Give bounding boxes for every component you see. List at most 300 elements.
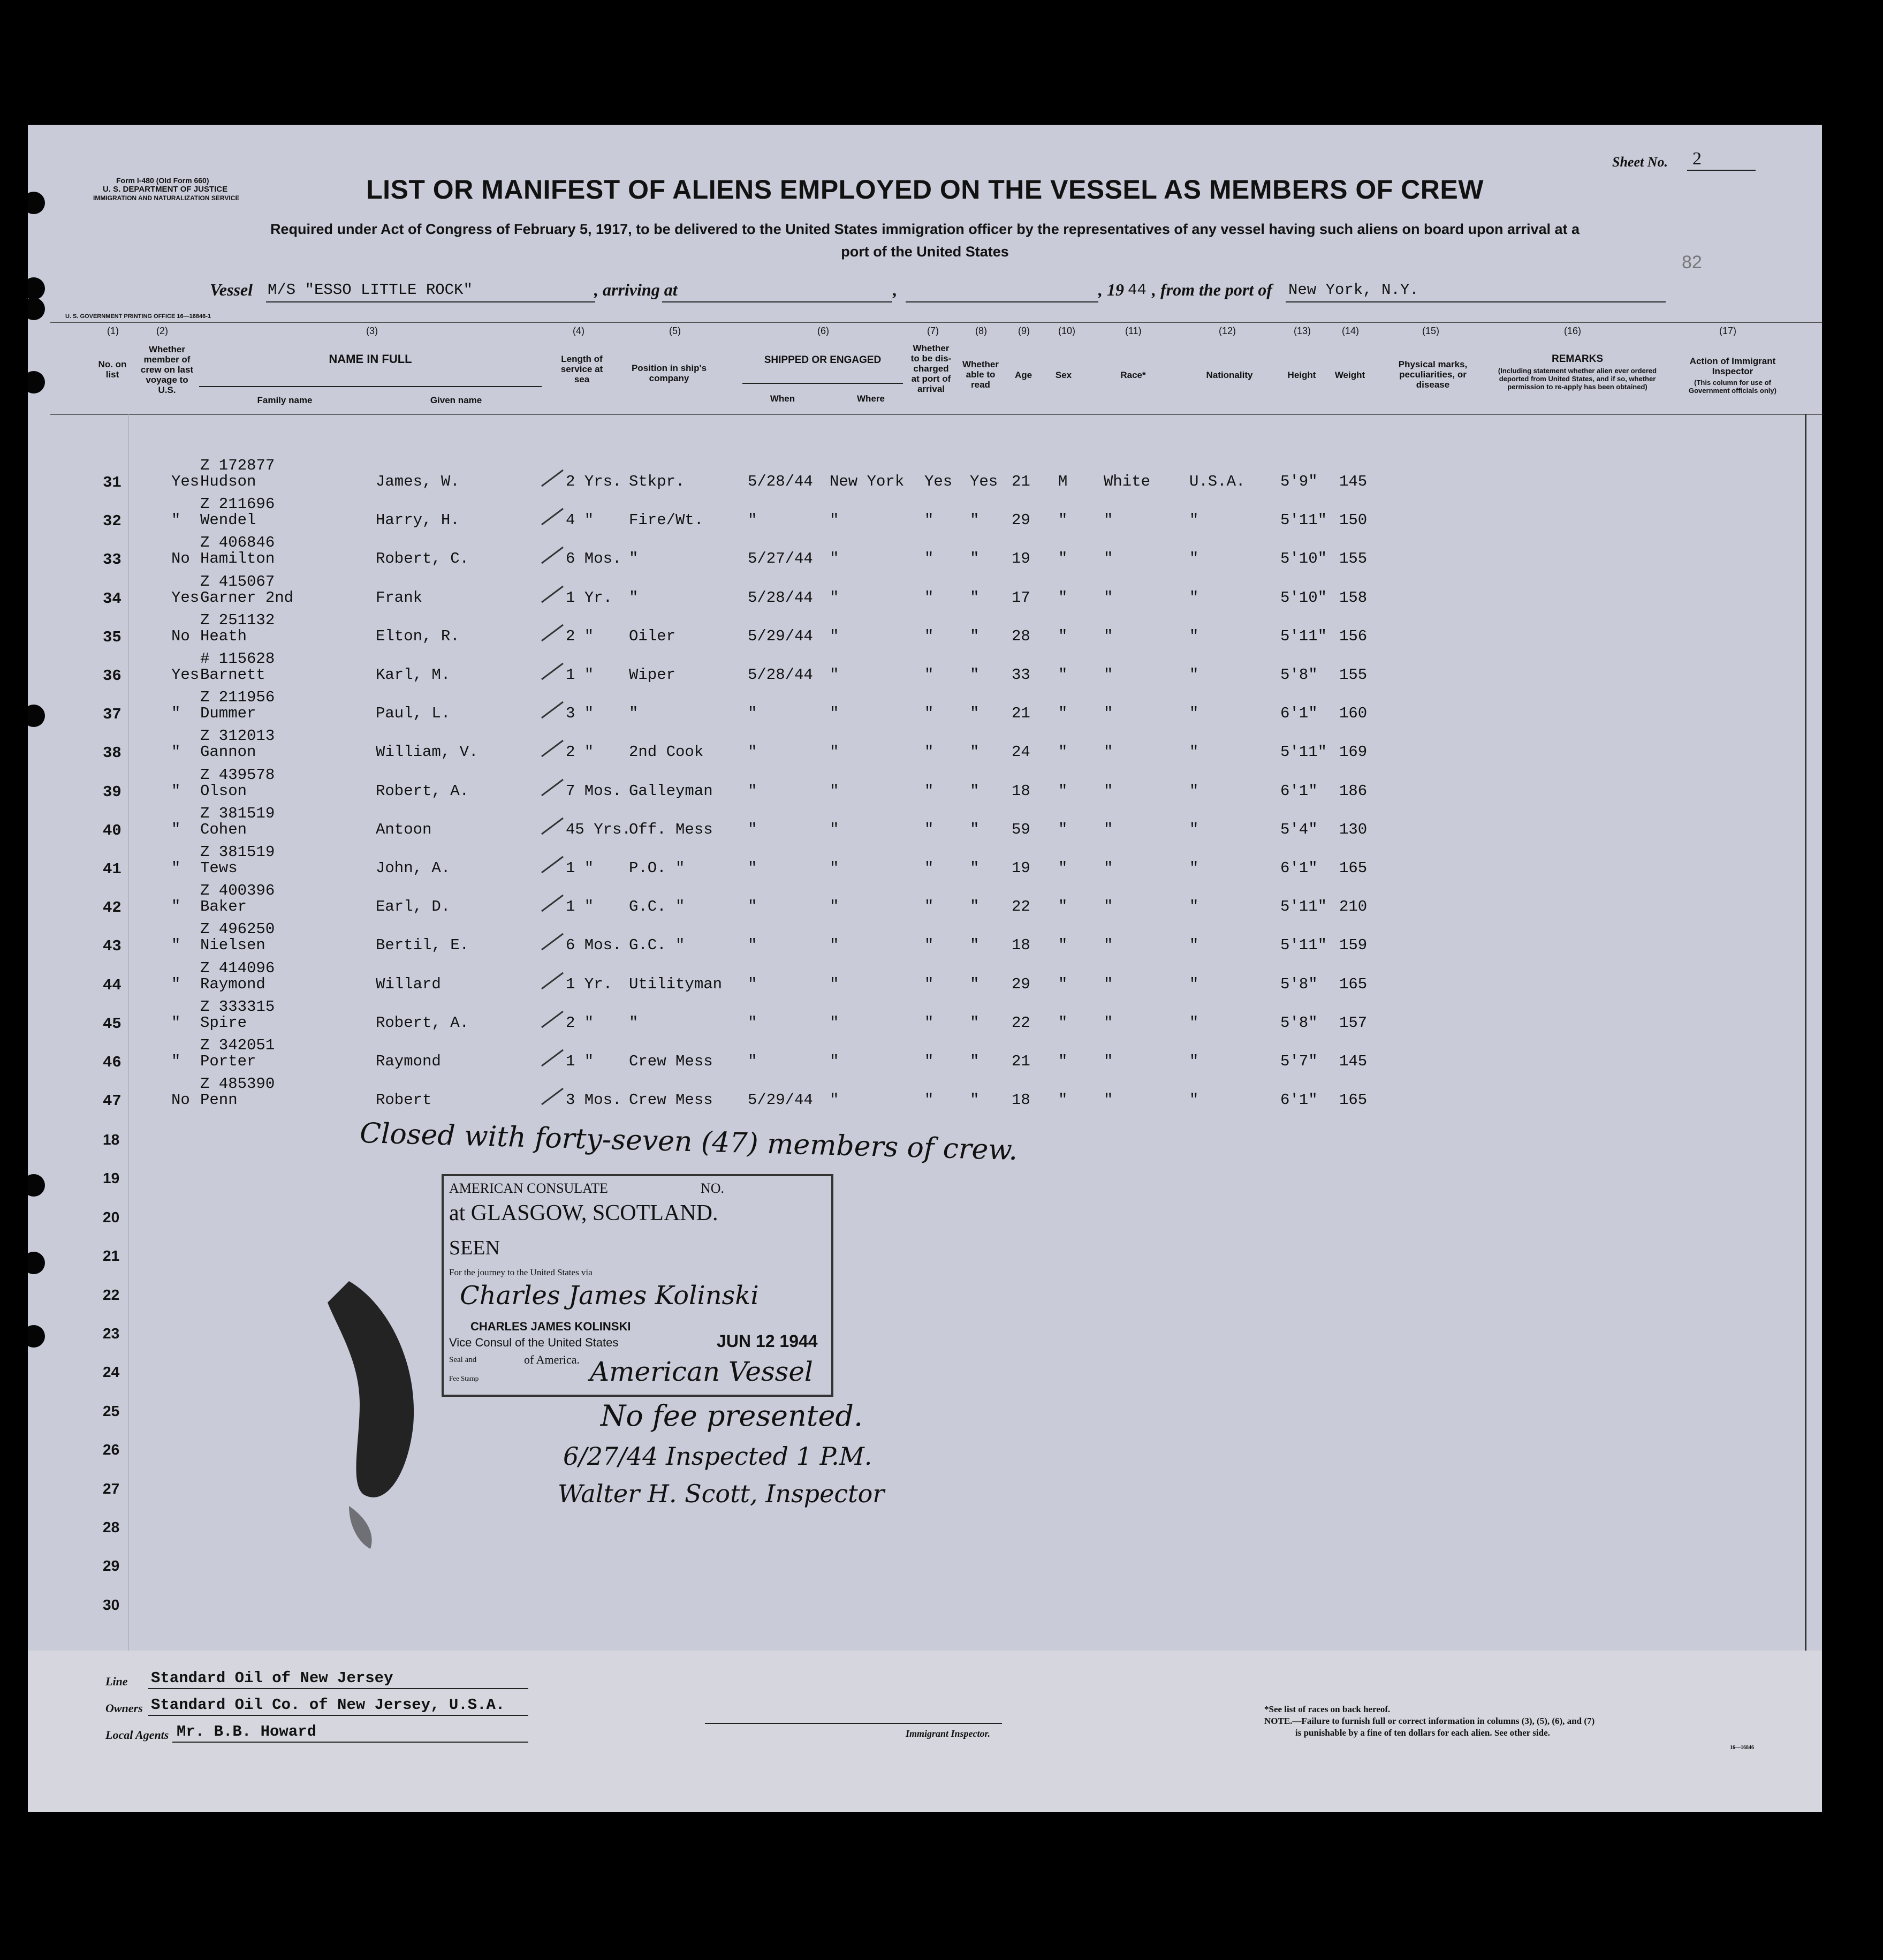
closed-annotation: Closed with forty-seven (47) members of crew. <box>359 1117 1019 1167</box>
shipped-when: 5/28/44 <box>748 473 813 490</box>
form-id: Form I-480 (Old Form 660) <box>116 176 209 185</box>
able-to-read: " <box>970 898 980 916</box>
length-of-service: 1 " <box>566 898 594 916</box>
height: 5'10" <box>1280 588 1327 607</box>
punch-hole <box>28 1174 45 1197</box>
family-name: Porter <box>200 1053 256 1070</box>
position: G.C. " <box>629 936 685 955</box>
weight: 165 <box>1339 975 1368 993</box>
to-be-discharged: " <box>924 975 934 993</box>
family-name: Garner 2nd <box>200 588 294 607</box>
family-name: Nielsen <box>200 936 265 955</box>
weight: 159 <box>1339 936 1368 955</box>
length-of-service: 1 " <box>566 1053 594 1070</box>
position: " <box>629 588 639 607</box>
to-be-discharged: " <box>924 511 934 529</box>
col-header-weight: Weight <box>1334 370 1365 380</box>
height: 5'8" <box>1280 1013 1318 1032</box>
row-number: 28 <box>103 1519 120 1535</box>
colnum-5: (5) <box>669 326 681 336</box>
age: 24 <box>1012 743 1030 761</box>
department: U. S. DEPARTMENT OF JUSTICE <box>103 185 228 194</box>
arriving-label: , arriving at <box>594 280 678 299</box>
height: 5'10" <box>1280 550 1327 568</box>
nationality: " <box>1189 588 1199 607</box>
nationality: " <box>1189 743 1199 761</box>
vessel-name: M/S "ESSO LITTLE ROCK" <box>268 281 473 299</box>
colnum-14: (14) <box>1342 326 1360 336</box>
height: 5'11" <box>1280 627 1327 645</box>
position: " <box>629 550 639 568</box>
shipped-when: 5/28/44 <box>748 588 813 607</box>
nationality: " <box>1189 627 1199 645</box>
to-be-discharged: " <box>924 936 934 955</box>
stamp-seen: SEEN <box>449 1237 500 1259</box>
height: 5'8" <box>1280 975 1318 993</box>
no-fee-annotation: No fee presented. <box>601 1399 863 1433</box>
able-to-read: " <box>970 936 980 955</box>
page-mark: 82 <box>1682 252 1702 273</box>
shipped-where: " <box>830 1013 839 1032</box>
row-number: 21 <box>103 1247 120 1265</box>
note-line-2: is punishable by a fine of ten dollars for each alien. See other side. <box>1295 1728 1550 1738</box>
race: " <box>1104 975 1113 993</box>
to-be-discharged: " <box>924 1053 934 1070</box>
col-header-where: Where <box>857 393 885 404</box>
stamp-consulate: AMERICAN CONSULATE <box>449 1180 608 1196</box>
comma: , <box>892 280 897 299</box>
sex: " <box>1058 1053 1068 1070</box>
embossed-seal-mark <box>317 1281 424 1560</box>
shipped-when: 5/29/44 <box>748 1091 813 1109</box>
age: 22 <box>1012 898 1030 916</box>
weight: 145 <box>1339 1053 1368 1070</box>
height: 6'1" <box>1280 705 1318 723</box>
row-number: 25 <box>103 1402 120 1419</box>
family-name: Barnett <box>200 666 265 684</box>
seaman-id: Z 333315 <box>200 997 275 1016</box>
row-number: 32 <box>103 512 122 531</box>
shipped-when: 5/27/44 <box>748 550 813 568</box>
seaman-id: Z 381519 <box>200 843 275 861</box>
immigrant-inspector-label: Immigrant Inspector. <box>906 1728 991 1739</box>
shipped-when: " <box>748 743 757 761</box>
shipped-when: 5/28/44 <box>748 666 813 684</box>
given-name: Earl, D. <box>376 898 451 916</box>
row-number: 47 <box>103 1092 122 1110</box>
height: 5'11" <box>1280 936 1327 955</box>
to-be-discharged: " <box>924 743 934 761</box>
to-be-discharged: " <box>924 627 934 645</box>
weight: 155 <box>1339 666 1368 684</box>
footer-line-value: Standard Oil of New Jersey <box>151 1669 393 1687</box>
sex: " <box>1058 975 1068 993</box>
note-races: *See list of races on back hereof. <box>1264 1704 1391 1714</box>
stamp-no-label: NO. <box>701 1180 725 1196</box>
footer-owners-underline <box>148 1715 528 1716</box>
position: 2nd Cook <box>629 743 704 761</box>
shipped-rule <box>742 383 903 384</box>
length-of-service: 7 Mos. <box>566 782 622 800</box>
age: 18 <box>1012 936 1030 955</box>
able-to-read: " <box>970 743 980 761</box>
row-number: 36 <box>103 667 122 685</box>
age: 19 <box>1012 550 1030 568</box>
col-header-sex: Sex <box>1055 370 1072 380</box>
able-to-read: " <box>970 550 980 568</box>
gpo-line: U. S. GOVERNMENT PRINTING OFFICE 16—16846-1 <box>65 313 211 320</box>
height: 6'1" <box>1280 1091 1318 1109</box>
row-number: 45 <box>103 1015 122 1033</box>
shipped-where: " <box>830 898 839 916</box>
member-last-voyage: No <box>171 627 190 645</box>
race: " <box>1104 627 1113 645</box>
footer-line-label: Line <box>105 1675 128 1688</box>
to-be-discharged: " <box>924 820 934 838</box>
col-header-age: Age <box>1014 370 1032 380</box>
header-rule <box>50 322 1822 323</box>
member-last-voyage: " <box>171 975 181 993</box>
family-name: Hudson <box>200 473 256 490</box>
shipped-when: " <box>748 820 757 838</box>
given-name: Bertil, E. <box>376 936 469 955</box>
seaman-id: Z 342051 <box>200 1036 275 1054</box>
stamp-america: of America. <box>524 1353 580 1366</box>
able-to-read: " <box>970 782 980 800</box>
stamp-title: Vice Consul of the United States <box>449 1336 619 1349</box>
member-last-voyage: Yes <box>171 473 200 490</box>
american-vessel-annotation: American Vessel <box>590 1356 813 1387</box>
able-to-read: " <box>970 511 980 529</box>
shipped-where: " <box>830 1053 839 1070</box>
footer-agents-underline <box>172 1742 528 1743</box>
colnum-1: (1) <box>107 326 119 336</box>
weight: 157 <box>1339 1013 1368 1032</box>
seaman-id: Z 485390 <box>200 1075 275 1093</box>
position: G.C. " <box>629 898 685 916</box>
able-to-read: " <box>970 820 980 838</box>
row-number: 40 <box>103 821 122 839</box>
weight: 169 <box>1339 743 1368 761</box>
colnum-4: (4) <box>573 326 584 336</box>
length-of-service: 1 " <box>566 666 594 684</box>
row-number: 42 <box>103 899 122 917</box>
col-header-when: When <box>770 393 795 404</box>
nationality: " <box>1189 1013 1199 1032</box>
shipped-when: " <box>748 936 757 955</box>
able-to-read: " <box>970 1053 980 1070</box>
able-to-read: " <box>970 1013 980 1032</box>
seaman-id: Z 211696 <box>200 495 275 513</box>
row-number: 34 <box>103 589 122 608</box>
col-header-race: Race* <box>1120 370 1146 380</box>
member-last-voyage: " <box>171 820 181 838</box>
member-last-voyage: " <box>171 898 181 916</box>
height: 5'7" <box>1280 1053 1318 1070</box>
table-row <box>28 794 1822 839</box>
table-row <box>28 755 1822 801</box>
col-header-shipped: SHIPPED OR ENGAGED <box>764 354 882 366</box>
family-name: Olson <box>200 782 247 800</box>
seaman-id: Z 381519 <box>200 804 275 822</box>
age: 18 <box>1012 1091 1030 1109</box>
position: Oiler <box>629 627 676 645</box>
member-last-voyage: No <box>171 1091 190 1109</box>
able-to-read: Yes <box>970 473 998 490</box>
colnum-15: (15) <box>1422 326 1440 336</box>
table-row <box>28 523 1822 569</box>
row-number: 41 <box>103 860 122 878</box>
shipped-where: " <box>830 627 839 645</box>
form-code: 16—16846 <box>1730 1745 1754 1751</box>
page-title: LIST OR MANIFEST OF ALIENS EMPLOYED ON THE VESSEL AS MEMBERS OF CREW <box>366 175 1484 205</box>
shipped-when: " <box>748 1013 757 1032</box>
race: " <box>1104 1053 1113 1070</box>
subtitle-2: port of the United States <box>841 244 1009 260</box>
stamp-glasgow: at GLASGOW, SCOTLAND. <box>449 1201 718 1225</box>
able-to-read: " <box>970 1091 980 1109</box>
position: Wiper <box>629 666 676 684</box>
able-to-read: " <box>970 705 980 723</box>
table-row <box>28 1026 1822 1071</box>
year: 44 <box>1128 281 1146 299</box>
family-name: Spire <box>200 1013 247 1032</box>
row-number: 24 <box>103 1364 120 1381</box>
age: 19 <box>1012 859 1030 877</box>
row-number: 20 <box>103 1208 120 1225</box>
manifest-sheet <box>28 125 1822 1812</box>
age: 29 <box>1012 975 1030 993</box>
col-header-discharged: Whether to be dis-charged at port of arrival <box>910 343 952 394</box>
weight: 160 <box>1339 705 1368 723</box>
given-name: Raymond <box>376 1053 441 1070</box>
member-last-voyage: " <box>171 743 181 761</box>
col-header-position: Position in ship's company <box>631 363 707 383</box>
row-number: 43 <box>103 937 122 956</box>
sex: " <box>1058 588 1068 607</box>
height: 6'1" <box>1280 859 1318 877</box>
family-name: Gannon <box>200 743 256 761</box>
sheet-number: 2 <box>1692 149 1702 169</box>
race: " <box>1104 743 1113 761</box>
shipped-where: " <box>830 782 839 800</box>
table-row <box>28 987 1822 1033</box>
sheet-label: Sheet No. <box>1612 154 1668 170</box>
shipped-when: " <box>748 1053 757 1070</box>
vessel-underline <box>266 301 595 302</box>
table-row <box>28 910 1822 956</box>
sex: " <box>1058 1091 1068 1109</box>
able-to-read: " <box>970 627 980 645</box>
sex: " <box>1058 666 1068 684</box>
footer-line-underline <box>148 1688 528 1689</box>
seaman-id: Z 496250 <box>200 920 275 939</box>
to-be-discharged: " <box>924 859 934 877</box>
punch-hole <box>28 1252 45 1274</box>
footer-agents-label: Local Agents <box>105 1728 169 1742</box>
port-underline <box>1286 301 1666 302</box>
colnum-3: (3) <box>366 326 378 336</box>
height: 5'11" <box>1280 743 1327 761</box>
to-be-discharged: " <box>924 550 934 568</box>
sex: " <box>1058 511 1068 529</box>
given-name: Paul, L. <box>376 705 451 723</box>
col-header-member: Whether member of crew on last voyage to U.S. <box>140 344 194 395</box>
member-last-voyage: " <box>171 859 181 877</box>
seaman-id: Z 400396 <box>200 882 275 900</box>
shipped-where: " <box>830 859 839 877</box>
nationality: " <box>1189 1053 1199 1070</box>
nationality: " <box>1189 782 1199 800</box>
shipped-where: " <box>830 1091 839 1109</box>
footer-owners-label: Owners <box>105 1701 143 1715</box>
length-of-service: 3 Mos. <box>566 1091 622 1109</box>
table-row <box>28 949 1822 994</box>
seaman-id: Z 211956 <box>200 688 275 707</box>
seaman-id: Z 414096 <box>200 959 275 977</box>
shipped-where: " <box>830 705 839 723</box>
weight: 145 <box>1339 473 1368 490</box>
to-be-discharged: " <box>924 898 934 916</box>
date-underline <box>906 301 1098 302</box>
weight: 156 <box>1339 627 1368 645</box>
nationality: " <box>1189 1091 1199 1109</box>
seaman-id: Z 439578 <box>200 766 275 784</box>
given-name: Harry, H. <box>376 511 460 529</box>
col-header-physical: Physical marks, peculiarities, or disease <box>1398 359 1468 390</box>
nationality: U.S.A. <box>1189 473 1246 490</box>
position: Galleyman <box>629 782 713 800</box>
length-of-service: 2 " <box>566 627 594 645</box>
family-name: Wendel <box>200 511 256 529</box>
table-row <box>28 485 1822 531</box>
race: " <box>1104 550 1113 568</box>
row-number: 18 <box>103 1131 120 1148</box>
sex: " <box>1058 705 1068 723</box>
to-be-discharged: " <box>924 1091 934 1109</box>
to-be-discharged: Yes <box>924 473 953 490</box>
position: Stkpr. <box>629 473 685 490</box>
row-number: 22 <box>103 1286 120 1303</box>
length-of-service: 6 Mos. <box>566 936 622 955</box>
position: Fire/Wt. <box>629 511 704 529</box>
given-name: Frank <box>376 588 423 607</box>
shipped-when: " <box>748 859 757 877</box>
table-row <box>28 446 1822 491</box>
able-to-read: " <box>970 859 980 877</box>
table-row <box>28 833 1822 878</box>
given-name: Antoon <box>376 820 432 838</box>
col-header-nationality: Nationality <box>1206 370 1253 380</box>
height: 5'4" <box>1280 820 1318 838</box>
sex: " <box>1058 936 1068 955</box>
nationality: " <box>1189 550 1199 568</box>
header-bottom-rule <box>50 414 1822 415</box>
footer-owners-value: Standard Oil Co. of New Jersey, U.S.A. <box>151 1696 505 1714</box>
row-number: 27 <box>103 1480 120 1497</box>
race: " <box>1104 782 1113 800</box>
shipped-when: " <box>748 782 757 800</box>
age: 59 <box>1012 820 1030 838</box>
punch-hole <box>28 298 45 320</box>
given-name: Robert <box>376 1091 432 1109</box>
nationality: " <box>1189 859 1199 877</box>
length-of-service: 1 Yr. <box>566 588 613 607</box>
colnum-9: (9) <box>1018 326 1030 336</box>
age: 17 <box>1012 588 1030 607</box>
row-number: 39 <box>103 783 122 801</box>
row-number: 37 <box>103 706 122 724</box>
sex: " <box>1058 550 1068 568</box>
seaman-id: Z 251132 <box>200 611 275 629</box>
table-row <box>28 601 1822 646</box>
colnum-17: (17) <box>1719 326 1737 336</box>
able-to-read: " <box>970 666 980 684</box>
sex: " <box>1058 820 1068 838</box>
row-number: 38 <box>103 744 122 762</box>
race: " <box>1104 705 1113 723</box>
row-number: 29 <box>103 1557 120 1575</box>
col-header-no: No. on list <box>98 359 127 380</box>
nationality: " <box>1189 898 1199 916</box>
col-header-family: Family name <box>257 395 313 405</box>
to-be-discharged: " <box>924 782 934 800</box>
sex: " <box>1058 898 1068 916</box>
col-header-name: NAME IN FULL <box>329 352 412 366</box>
colnum-7: (7) <box>927 326 939 336</box>
port: New York, N.Y. <box>1288 281 1419 299</box>
race: " <box>1104 859 1113 877</box>
given-name: Elton, R. <box>376 627 460 645</box>
member-last-voyage: " <box>171 511 181 529</box>
able-to-read: " <box>970 975 980 993</box>
col-header-remarks-sub: (Including statement whether alien ever ordered deported from United States, and if so, whether permission to re-apply has been obtained) <box>1498 367 1657 391</box>
shipped-where: " <box>830 743 839 761</box>
member-last-voyage: " <box>171 936 181 955</box>
position: Off. Mess <box>629 820 713 838</box>
row-number: 30 <box>103 1596 120 1613</box>
shipped-where: " <box>830 820 839 838</box>
age: 21 <box>1012 473 1030 490</box>
height: 5'9" <box>1280 473 1318 490</box>
length-of-service: 2 " <box>566 743 594 761</box>
height: 6'1" <box>1280 782 1318 800</box>
shipped-where: " <box>830 936 839 955</box>
col-header-remarks: REMARKS <box>1551 353 1604 365</box>
length-of-service: 1 Yr. <box>566 975 613 993</box>
row-number: 19 <box>103 1170 120 1187</box>
row-number: 35 <box>103 628 122 646</box>
from-label: , from the port of <box>1152 280 1272 299</box>
height: 5'8" <box>1280 666 1318 684</box>
family-name: Heath <box>200 627 247 645</box>
age: 28 <box>1012 627 1030 645</box>
length-of-service: 2 " <box>566 1013 594 1032</box>
race: " <box>1104 666 1113 684</box>
stamp-signature: Charles James Kolinski <box>460 1281 759 1311</box>
position: P.O. " <box>629 859 685 877</box>
row-number: 44 <box>103 976 122 994</box>
family-name: Raymond <box>200 975 265 993</box>
given-name: Karl, M. <box>376 666 451 684</box>
position: " <box>629 1013 639 1032</box>
weight: 150 <box>1339 511 1368 529</box>
race: " <box>1104 898 1113 916</box>
age: 21 <box>1012 705 1030 723</box>
stamp-name: CHARLES JAMES KOLINSKI <box>470 1320 631 1333</box>
to-be-discharged: " <box>924 588 934 607</box>
vessel-label: Vessel <box>210 280 253 299</box>
